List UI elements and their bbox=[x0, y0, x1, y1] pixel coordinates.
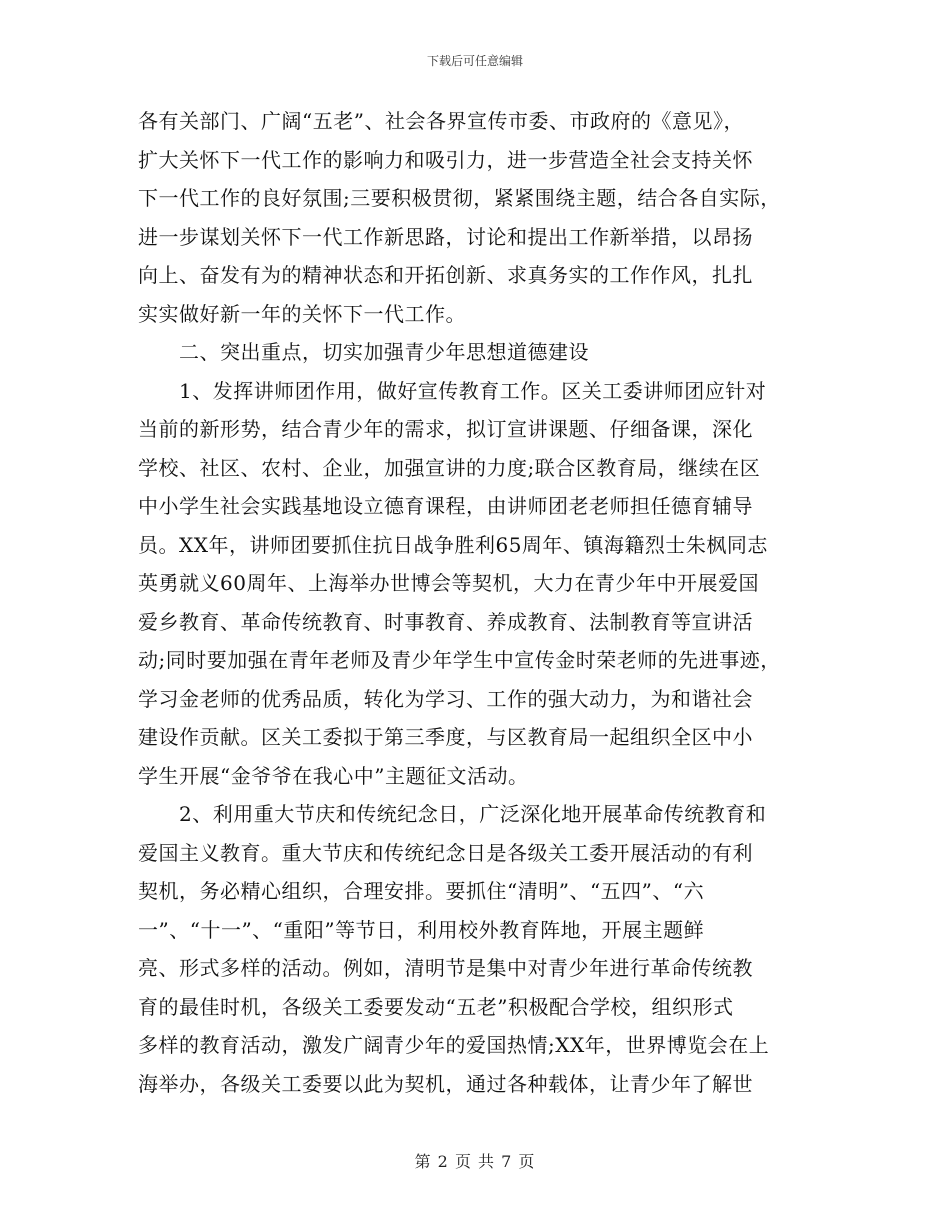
text-line: 一”、“十一”、“重阳”等节日，利用校外教育阵地，开展主题鲜 bbox=[138, 917, 705, 942]
text-line: 海举办，各级关工委要以此为契机，通过各种载体，让青少年了解世 bbox=[138, 1071, 753, 1096]
text-line: 多样的教育活动，激发广阔青少年的爱国热情;XX年，世界博览会在上 bbox=[138, 1033, 770, 1057]
page-number: 第 2 页 共 7 页 bbox=[414, 1152, 536, 1171]
text-line: 进一步谋划关怀下一代工作新思路，讨论和提出工作新举措，以昂扬 bbox=[138, 224, 753, 249]
text-line: 学生开展“金爷爷在我心中”主题征文活动。 bbox=[138, 763, 529, 788]
text-line: 建设作贡献。区关工委拟于第三季度，与区教育局一起组织全区中小 bbox=[138, 725, 753, 749]
page-header-note: 下载后可任意编辑 bbox=[426, 54, 523, 68]
text-line: 育的最佳时机，各级关工委要发动“五老”积极配合学校，组织形式 bbox=[138, 994, 734, 1019]
text-line: 亮、形式多样的活动。例如，清明节是集中对青少年进行革命传统教 bbox=[138, 956, 753, 980]
text-line: 爱乡教育、革命传统教育、时事教育、养成教育、法制教育等宣讲活 bbox=[138, 609, 753, 634]
document-body bbox=[138, 102, 818, 1103]
text-line: 爱国主义教育。重大节庆和传统纪念日是各级关工委开展活动的有利 bbox=[138, 840, 753, 865]
text-line: 员。XX年，讲师团要抓住抗日战争胜利65周年、镇海籍烈士朱枫同志 bbox=[138, 532, 768, 557]
text-line: 学习金老师的优秀品质，转化为学习、工作的强大动力，为和谐社会 bbox=[138, 686, 753, 711]
text-line: 2、利用重大节庆和传统纪念日，广泛深化地开展革命传统教育和 bbox=[138, 802, 767, 826]
text-line: 下一代工作的良好氛围;三要积极贯彻，紧紧围绕主题，结合各自实际， bbox=[138, 186, 781, 210]
text-line: 各有关部门、广阔“五老”、社会各界宣传市委、市政府的《意见》， bbox=[138, 109, 744, 133]
text-line: 1、发挥讲师团作用，做好宣传教育工作。区关工委讲师团应针对 bbox=[138, 378, 767, 403]
text-line: 扩大关怀下一代工作的影响力和吸引力，进一步营造全社会支持关怀 bbox=[138, 147, 753, 172]
text-line: 实实做好新一年的关怀下一代工作。 bbox=[138, 301, 466, 326]
text-line: 英勇就义60周年、上海举办世博会等契机，大力在青少年中开展爱国 bbox=[138, 571, 759, 595]
text-line: 动;同时要加强在青年老师及青少年学生中宣传金时荣老师的先进事迹， bbox=[138, 648, 781, 672]
text-line: 学校、社区、农村、企业，加强宣讲的力度;联合区教育局，继续在区 bbox=[138, 455, 761, 480]
text-line: 当前的新形势，结合青少年的需求，拟订宣讲课题、仔细备课，深化 bbox=[138, 417, 753, 441]
section-heading: 二、突出重点，切实加强青少年思想道德建设 bbox=[138, 340, 589, 364]
text-line: 契机，务必精心组织，合理安排。要抓住“清明”、“五四”、“六 bbox=[138, 879, 705, 903]
text-line: 中小学生社会实践基地设立德育课程，由讲师团老老师担任德育辅导 bbox=[138, 494, 753, 518]
text-line: 向上、奋发有为的精神状态和开拓创新、求真务实的工作作风，扎扎 bbox=[138, 263, 753, 287]
